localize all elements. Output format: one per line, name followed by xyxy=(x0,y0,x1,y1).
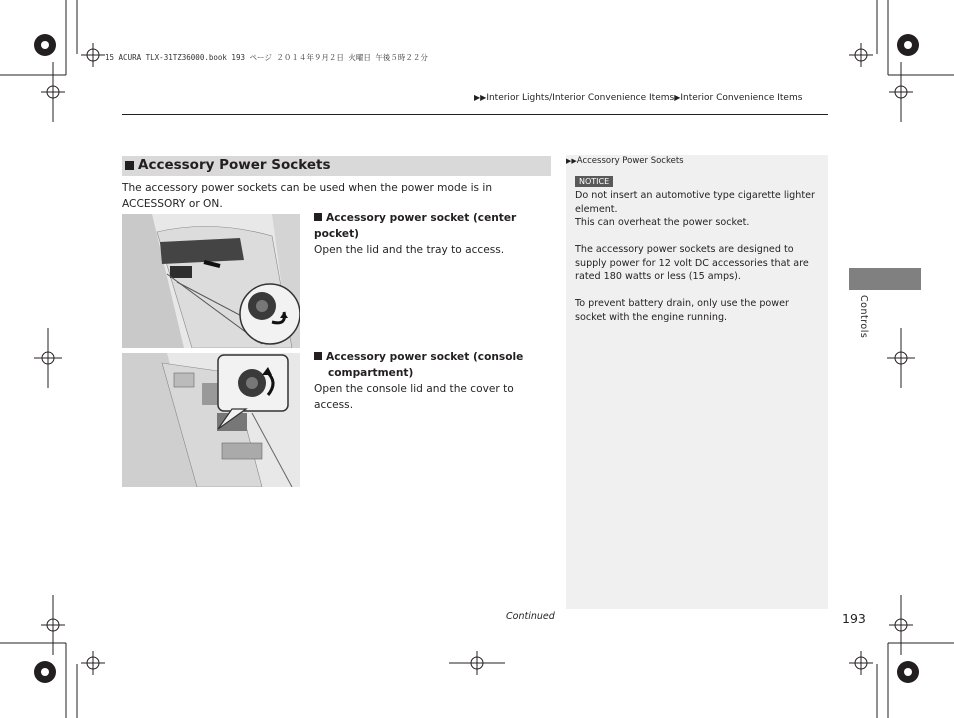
item-heading-text: Accessory power socket (console compartment) xyxy=(326,351,524,379)
sidebar-label-text: Accessory Power Sockets xyxy=(576,156,684,166)
square-bullet-icon xyxy=(314,352,322,360)
item-heading-text: Accessory power socket (center pocket) xyxy=(314,212,517,240)
item-console-compartment xyxy=(314,349,554,413)
breadcrumb-separator: ▶ xyxy=(674,93,681,102)
console-compartment-illustration xyxy=(122,353,300,487)
sidebar-paragraph-2: To prevent battery drain, only use the power socket with the engine running. xyxy=(575,298,789,323)
continued-label: Continued xyxy=(506,611,555,622)
section-header xyxy=(122,156,551,176)
item-heading xyxy=(314,210,554,242)
double-arrow-icon: ▶▶ xyxy=(566,157,577,165)
header-rule xyxy=(122,114,828,115)
notice-line-1: Do not insert an automotive type cigarette lighter element. xyxy=(575,190,815,215)
print-header: 15 ACURA TLX-31TZ36000.book 193 ページ ２０１４年９月２日 火曜日 午後５時２２分 xyxy=(105,53,428,62)
sidebar-notes xyxy=(566,155,828,609)
item-body: Open the console lid and the cover to access. xyxy=(314,383,514,411)
section-intro: The accessory power sockets can be used when the power mode is in ACCESSORY or ON. xyxy=(122,182,493,210)
item-heading xyxy=(314,349,554,381)
center-pocket-illustration xyxy=(122,214,300,348)
square-bullet-icon xyxy=(125,161,134,170)
breadcrumb-arrows: ▶▶ xyxy=(474,93,487,102)
item-body: Open the lid and the tray to access. xyxy=(314,244,505,256)
section-title: Accessory Power Sockets xyxy=(138,157,331,173)
item-center-pocket xyxy=(314,210,554,258)
sidebar-label xyxy=(566,156,684,166)
notice-badge: NOTICE xyxy=(575,176,613,187)
chapter-tab xyxy=(849,268,921,290)
chapter-tab-label: Controls xyxy=(858,295,869,339)
sidebar-paragraph-1: The accessory power sockets are designed to supply power for 12 volt DC accessories that are rated 180 watts or less (15 amps). xyxy=(575,244,809,282)
page-number: 193 xyxy=(842,611,866,626)
breadcrumb-topic[interactable]: Interior Convenience Items xyxy=(680,93,803,103)
breadcrumb xyxy=(474,93,802,103)
notice-line-2: This can overheat the power socket. xyxy=(575,217,750,228)
square-bullet-icon xyxy=(314,213,322,221)
breadcrumb-section[interactable]: Interior Lights/Interior Convenience Items xyxy=(486,93,675,103)
